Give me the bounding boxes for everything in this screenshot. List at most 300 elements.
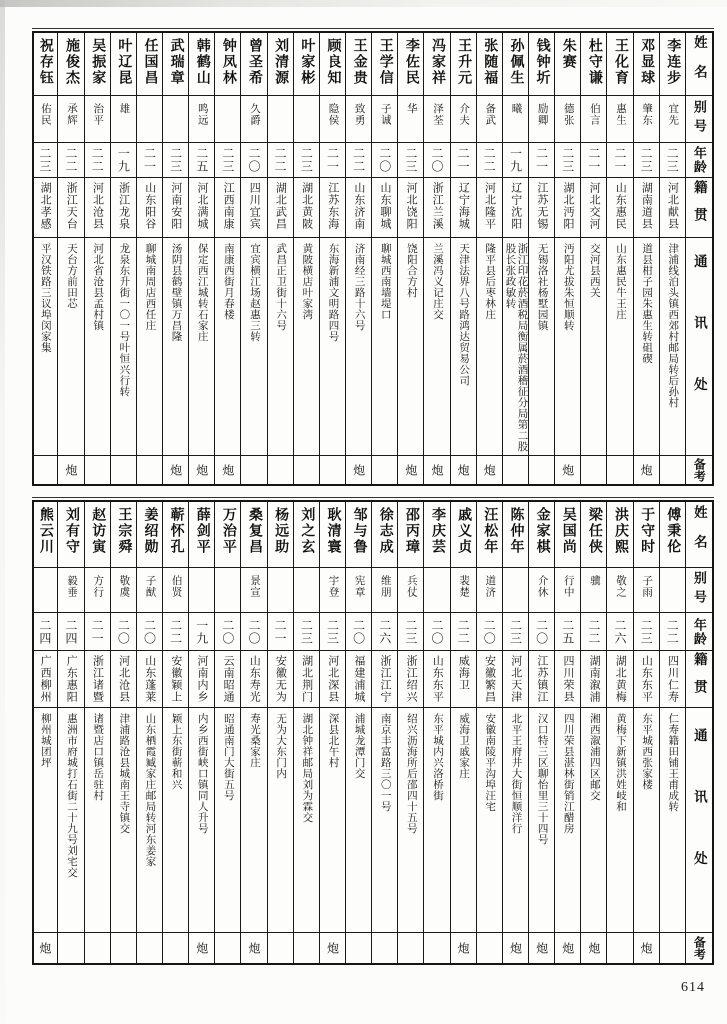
entry-native-place: 安徽无为: [268, 650, 293, 707]
entry-remark: [529, 455, 554, 484]
entry-age: 一九: [189, 612, 214, 650]
entry-native-place: 山东聊城: [372, 177, 397, 237]
entry-address: 黄陂横店叶家湾: [294, 237, 319, 455]
directory-entry-column: [451, 33, 477, 484]
entry-name: 陈仲年: [508, 507, 524, 555]
entry-remark: 炮: [581, 932, 606, 963]
entry-byname: 宇登: [320, 567, 345, 612]
entry-address: 绍兴沥海所后邵四十五号: [398, 707, 423, 932]
entry-name: 金家棋: [534, 507, 550, 555]
directory-entry-column: [137, 33, 163, 484]
entry-age: 二一: [607, 142, 632, 177]
entry-native-place: 湖北黄陂: [294, 177, 319, 237]
entry-byname: [268, 567, 293, 612]
entry-address: 汤阴县鹤壁镇万昌隆: [163, 237, 188, 455]
entry-remark: [32, 455, 57, 484]
entry-age: 二三: [555, 142, 580, 177]
entry-native-place: 浙江绍兴: [398, 650, 423, 707]
entry-name: 王宗舜: [116, 507, 132, 555]
directory-table-top: [32, 31, 714, 486]
entry-address: 河北省沧县孟村镇: [85, 237, 110, 455]
entry-age: 二六: [372, 612, 397, 650]
entry-byname: 华: [398, 95, 423, 142]
entry-age: 二三: [398, 612, 423, 650]
entry-address: 山东栖霞臧家庄邮局转河东姜家: [137, 707, 162, 932]
entry-byname: [215, 567, 240, 612]
entry-remark: 炮: [32, 932, 57, 963]
entry-name: 叶家彬: [299, 38, 315, 86]
entry-remark: [215, 932, 240, 963]
entry-native-place: 河北满城: [189, 177, 214, 237]
entry-byname: 方行: [85, 567, 110, 612]
entry-native-place: 江苏东海: [320, 177, 345, 237]
entry-name: 桑复昌: [247, 507, 263, 555]
entry-age: 二三: [398, 142, 423, 177]
entry-address: 浙江印花菸酒税局衡属菸酒稽征分局第二股股长张政敏转: [503, 237, 528, 455]
entry-native-place: 湖北荆门: [294, 650, 319, 707]
entry-byname: 承辉: [58, 95, 83, 142]
entry-name: 吴国尚: [560, 507, 576, 555]
entry-address: 交河县西关: [581, 237, 606, 455]
entry-native-place: 四川荣县: [555, 650, 580, 707]
entry-age: 二五: [555, 612, 580, 650]
directory-entry-column: [398, 33, 424, 484]
entry-byname: 伯言: [581, 95, 606, 142]
entry-name: 杜守谦: [586, 38, 602, 86]
entry-address: 无为大东门内: [268, 707, 293, 932]
entry-remark: [503, 455, 528, 484]
entry-native-place: 湖北沔阳: [555, 177, 580, 237]
entry-native-place: 浙江天台: [58, 177, 83, 237]
directory-entry-column: [163, 502, 189, 963]
directory-entry-column: [294, 502, 320, 963]
entry-byname: [215, 95, 240, 142]
directory-entry-column: [85, 33, 111, 484]
entry-name: 戚义贞: [456, 507, 472, 555]
directory-entry-column: [320, 502, 346, 963]
entry-byname: 佑民: [32, 95, 57, 142]
entry-address: 津浦线泊头镇西郊村邮局转后孙村: [660, 237, 685, 455]
entry-address: 武昌正卫街十六号: [268, 237, 293, 455]
entry-age: 二〇: [477, 612, 502, 650]
entry-byname: 备武: [477, 95, 502, 142]
entry-native-place: 湖北武昌: [268, 177, 293, 237]
entry-byname: [163, 95, 188, 142]
entry-name: 刘有守: [64, 507, 80, 555]
entry-byname: 子诚: [372, 95, 397, 142]
entry-remark: [398, 932, 423, 963]
entry-age: 二〇: [529, 612, 554, 650]
entry-native-place: 浙江兰溪: [424, 177, 449, 237]
entry-name: 叶辽昆: [116, 38, 132, 86]
directory-entry-column: [555, 502, 581, 963]
entry-remark: [660, 455, 685, 484]
entry-remark: [372, 932, 397, 963]
entry-native-place: 河北沧县: [111, 650, 136, 707]
entry-address: 隆平县后枣林庄: [477, 237, 502, 455]
entry-byname: 肇东: [634, 95, 659, 142]
entry-byname: 子雨: [634, 567, 659, 612]
entry-native-place: 山东蓬莱: [137, 650, 162, 707]
entry-name: 王金贵: [351, 38, 367, 86]
entry-age: 二二: [477, 142, 502, 177]
entry-address: 威海卫戚家庄: [451, 707, 476, 932]
entry-native-place: 河北隆平: [477, 177, 502, 237]
entry-address: 东平城西张家楼: [634, 707, 659, 932]
entry-native-place: 云南昭通: [215, 650, 240, 707]
entry-native-place: 安徽繁昌: [477, 650, 502, 707]
directory-entry-column: [189, 33, 215, 484]
entry-name: 韩鹤山: [194, 38, 210, 86]
entry-name: 李连步: [665, 38, 681, 86]
entry-address: 仁寿籍田铺王甫成转: [660, 707, 685, 932]
entry-name: 王化育: [613, 38, 628, 86]
entry-byname: 宪章: [346, 567, 371, 612]
entry-native-place: 福建浦城: [346, 650, 371, 707]
entry-age: 二四: [32, 612, 57, 650]
scan-edge-artifact-left: [0, 0, 5, 1024]
entry-name: 徐志成: [377, 507, 393, 555]
entry-remark: 炮: [163, 455, 188, 484]
entry-address: 昭通南门大街五号: [215, 707, 240, 932]
entry-name: 洪庆熙: [613, 507, 628, 555]
entry-age: 二二: [581, 612, 606, 650]
entry-address: 津浦路沧县城南王寺镇交: [111, 707, 136, 932]
entry-remark: 炮: [555, 932, 580, 963]
entry-remark: 炮: [241, 932, 266, 963]
entry-remark: 炮: [424, 455, 449, 484]
entry-remark: [660, 932, 685, 963]
entry-remark: [424, 932, 449, 963]
entry-remark: [85, 932, 110, 963]
entry-address: 天台方前田芯: [58, 237, 83, 455]
entry-native-place: 河北献县: [660, 177, 685, 237]
entry-native-place: 山东东平: [424, 650, 449, 707]
directory-entry-column: [424, 502, 450, 963]
entry-name: 邵丙璋: [403, 507, 419, 555]
entry-remark: [137, 455, 162, 484]
entry-age: 二二: [85, 142, 110, 177]
entry-remark: [137, 932, 162, 963]
entry-native-place: 山东寿光: [241, 650, 266, 707]
entry-remark: 炮: [346, 455, 371, 484]
entry-native-place: 河北沧县: [85, 177, 110, 237]
entry-native-place: 山东济南: [346, 177, 371, 237]
directory-entry-column: [477, 502, 503, 963]
entry-age: 一九: [111, 142, 136, 177]
directory-table-bottom: [32, 500, 714, 965]
entry-name: 吴振家: [90, 38, 106, 86]
header-name: 姓名: [691, 34, 707, 94]
directory-entry-column: [607, 502, 633, 963]
entry-address: 浦城龙潭门交: [346, 707, 371, 932]
entry-age: 二三: [215, 142, 240, 177]
entry-remark: [268, 455, 293, 484]
entry-age: 二三: [634, 142, 659, 177]
header-byname: 别号: [686, 567, 712, 612]
entry-age: 二一: [529, 142, 554, 177]
entry-remark: 炮: [189, 932, 214, 963]
entry-address: 道县柑子园朱惠生转砠碶: [634, 237, 659, 455]
entry-remark: 炮: [320, 932, 345, 963]
entry-age: 一九: [503, 142, 528, 177]
entry-name: 杨远助: [273, 507, 289, 555]
entry-name: 邓显球: [639, 38, 655, 86]
entry-name: 祝存钰: [37, 38, 53, 86]
entry-native-place: 江苏镇江: [529, 650, 554, 707]
entry-byname: 毅垂: [58, 567, 83, 612]
header-remark: 备考: [686, 932, 712, 963]
entry-remark: 炮: [555, 455, 580, 484]
entry-age: 二一: [320, 142, 345, 177]
entry-address: 南京丰富路三〇一号: [372, 707, 397, 932]
entry-name: 任国昌: [142, 38, 158, 86]
entry-age: 二〇: [241, 612, 266, 650]
entry-byname: 惠生: [607, 95, 632, 142]
entry-age: 二三: [320, 612, 345, 650]
entry-byname: 泽荃: [424, 95, 449, 142]
header-age: 年龄: [686, 612, 712, 650]
directory-entry-column: [85, 502, 111, 963]
entry-age: 二二: [163, 612, 188, 650]
entry-name: 王升元: [456, 38, 472, 86]
entry-name: 万治平: [220, 507, 236, 555]
entry-byname: 介休: [529, 567, 554, 612]
entry-remark: [111, 455, 136, 484]
entry-address: 兰溪冯义记庄交: [424, 237, 449, 455]
entry-age: 二四: [58, 612, 83, 650]
entry-age: 二〇: [424, 142, 449, 177]
entry-byname: 久爵: [241, 95, 266, 142]
header-name: 姓名: [691, 505, 707, 564]
entry-byname: [294, 95, 319, 142]
entry-name: 施俊杰: [64, 38, 80, 86]
entry-byname: 骥: [581, 567, 606, 612]
entry-age: 二三: [32, 142, 57, 177]
directory-entry-column: [660, 502, 686, 963]
entry-age: 二〇: [111, 612, 136, 650]
entry-byname: [268, 95, 293, 142]
entry-remark: [241, 455, 266, 484]
entry-age: 二二: [451, 612, 476, 650]
entry-remark: 炮: [634, 932, 659, 963]
entry-age: 二五: [189, 142, 214, 177]
directory-entry-column: [137, 502, 163, 963]
entry-remark: [372, 455, 397, 484]
entry-native-place: 山东东平: [634, 650, 659, 707]
entry-name: 薛剑平: [194, 507, 210, 555]
entry-byname: 治平: [85, 95, 110, 142]
entry-name: 钱钟圻: [534, 38, 550, 86]
entry-name: 张随福: [482, 38, 498, 86]
entry-address: 湘西溆浦四区邮交: [581, 707, 606, 932]
entry-byname: [294, 567, 319, 612]
entry-address: 无锡洛社杨墅园镇: [529, 237, 554, 455]
directory-entry-column: [58, 33, 84, 484]
entry-age: 二二: [58, 142, 83, 177]
header-native-place: 籍贯: [686, 177, 712, 237]
entry-byname: [137, 95, 162, 142]
directory-entry-column: [163, 33, 189, 484]
entry-age: 二一: [268, 612, 293, 650]
entry-byname: 敬之: [607, 567, 632, 612]
entry-native-place: 浙江江宁: [372, 650, 397, 707]
entry-name: 顾良知: [325, 38, 341, 86]
entry-native-place: 河北深县: [320, 650, 345, 707]
entry-address: 内乡西街峡口镇同人升号: [189, 707, 214, 932]
entry-byname: 裴楚: [451, 567, 476, 612]
entry-byname: 隐侯: [320, 95, 345, 142]
entry-name: 邹与鲁: [351, 507, 367, 555]
entry-remark: [581, 455, 606, 484]
entry-byname: 敬虞: [111, 567, 136, 612]
entry-name: 耿清寰: [325, 507, 341, 555]
entry-address: 湖北钟祥邮局刘为霖交: [294, 707, 319, 932]
entry-native-place: 广西柳州: [32, 650, 57, 707]
entry-native-place: 河南安阳: [163, 177, 188, 237]
header-native-place: 籍贯: [686, 650, 712, 707]
directory-entry-column: [529, 33, 555, 484]
entry-byname: 道济: [477, 567, 502, 612]
directory-entry-column: [424, 33, 450, 484]
directory-entry-column: [634, 502, 660, 963]
entry-name: 姜绍勋: [142, 507, 158, 555]
entry-name: 汪松年: [482, 507, 498, 555]
entry-name: 赵访寅: [90, 507, 106, 555]
entry-address: 四川荣县湛林街销江醋房: [555, 707, 580, 932]
table-header-column: [686, 33, 712, 484]
directory-entry-column: [111, 33, 137, 484]
entry-age: 二三: [294, 142, 319, 177]
entry-name: 王学信: [377, 38, 393, 86]
entry-name: 李庆芸: [430, 507, 446, 555]
entry-native-place: 山东阳谷: [137, 177, 162, 237]
entry-name: 梁任侠: [586, 507, 602, 555]
entry-byname: 励卿: [529, 95, 554, 142]
entry-remark: [320, 455, 345, 484]
directory-entry-column: [111, 502, 137, 963]
entry-native-place: 湖北孝感: [32, 177, 57, 237]
entry-remark: [607, 932, 632, 963]
entry-age: 二一: [581, 142, 606, 177]
entry-remark: 炮: [189, 455, 214, 484]
entry-byname: 子猷: [137, 567, 162, 612]
entry-address: 山东惠民牛王庄: [607, 237, 632, 455]
page-number: 614: [681, 980, 705, 995]
entry-remark: [111, 932, 136, 963]
entry-age: 二一: [85, 612, 110, 650]
directory-entry-column: [660, 33, 686, 484]
entry-name: 曾圣希: [247, 38, 263, 86]
entry-native-place: 河北天津: [503, 650, 528, 707]
entry-age: 二二: [660, 612, 685, 650]
entry-byname: 致勇: [346, 95, 371, 142]
entry-remark: [294, 932, 319, 963]
entry-address: 天津法界八号路鸿达贸易公司: [451, 237, 476, 455]
entry-remark: 炮: [398, 455, 423, 484]
entry-native-place: 四川宜宾: [241, 177, 266, 237]
directory-entry-column: [32, 502, 58, 963]
entry-byname: 雄: [111, 95, 136, 142]
directory-entry-column: [189, 502, 215, 963]
directory-entry-column: [320, 33, 346, 484]
entry-name: 傅秉伦: [665, 507, 681, 555]
entry-byname: 景宣: [241, 567, 266, 612]
entry-address: 颖上东街蕲和兴: [163, 707, 188, 932]
entry-native-place: 威海卫: [451, 650, 476, 707]
scan-edge-artifact-top: [0, 0, 727, 7]
directory-entry-column: [215, 33, 241, 484]
entry-byname: 宜先: [660, 95, 685, 142]
entry-age: 二〇: [424, 612, 449, 650]
entry-byname: 曦: [503, 95, 528, 142]
entry-remark: [58, 932, 83, 963]
directory-entry-column: [241, 33, 267, 484]
entry-remark: [607, 455, 632, 484]
entry-remark: 炮: [215, 455, 240, 484]
entry-byname: [660, 567, 685, 612]
entry-address: 平汉铁路三议埠闵家集: [32, 237, 57, 455]
entry-native-place: 四川仁寿: [660, 650, 685, 707]
entry-remark: 炮: [503, 932, 528, 963]
entry-name: 冯家祥: [430, 38, 446, 86]
entry-native-place: 河南内乡: [189, 650, 214, 707]
entry-native-place: 湖南道县: [634, 177, 659, 237]
header-age: 年龄: [686, 142, 712, 177]
entry-byname: 维朋: [372, 567, 397, 612]
entry-age: 二〇: [241, 142, 266, 177]
directory-entry-column: [241, 502, 267, 963]
directory-entry-column: [215, 502, 241, 963]
directory-entry-column: [372, 502, 398, 963]
entry-native-place: 山东惠民: [607, 177, 632, 237]
entry-byname: [424, 567, 449, 612]
entry-address: 柳州城团坪: [32, 707, 57, 932]
entry-age: 二〇: [215, 612, 240, 650]
entry-address: 南康西街月春楼: [215, 237, 240, 455]
entry-native-place: 江西南康: [215, 177, 240, 237]
entry-name: 刘清源: [273, 38, 289, 86]
entry-age: 二六: [607, 612, 632, 650]
entry-address: 沔阳尤拔朱恒顺转: [555, 237, 580, 455]
entry-byname: 德张: [555, 95, 580, 142]
entry-address: 黄梅下新镇洪姓岐和: [607, 707, 632, 932]
entry-age: 二一: [451, 142, 476, 177]
entry-age: 二三: [503, 612, 528, 650]
directory-entry-column: [634, 33, 660, 484]
directory-entry-column: [581, 33, 607, 484]
entry-byname: 伯贤: [163, 567, 188, 612]
entry-native-place: 江苏无锡: [529, 177, 554, 237]
entry-byname: 兵仗: [398, 567, 423, 612]
entry-age: 二二: [268, 142, 293, 177]
directory-entry-column: [451, 502, 477, 963]
entry-address: 惠洲市府城打石街二十九号刘宅交: [58, 707, 83, 932]
entry-native-place: 湖北黄梅: [607, 650, 632, 707]
entry-native-place: 安徽颖上: [163, 650, 188, 707]
entry-address: 宜宾横江场赵惠三转: [241, 237, 266, 455]
directory-entry-column: [346, 33, 372, 484]
directory-entry-column: [477, 33, 503, 484]
entry-name: 熊云川: [37, 507, 53, 555]
entry-name: 李佐民: [403, 38, 419, 86]
entry-address: 聊城南周店西任庄: [137, 237, 162, 455]
entry-age: 二三: [634, 612, 659, 650]
entry-remark: 炮: [529, 932, 554, 963]
directory-entry-column: [503, 502, 529, 963]
entry-address: 汉口特三区聊怡里三十四号: [529, 707, 554, 932]
header-address: 通讯处: [686, 707, 712, 932]
